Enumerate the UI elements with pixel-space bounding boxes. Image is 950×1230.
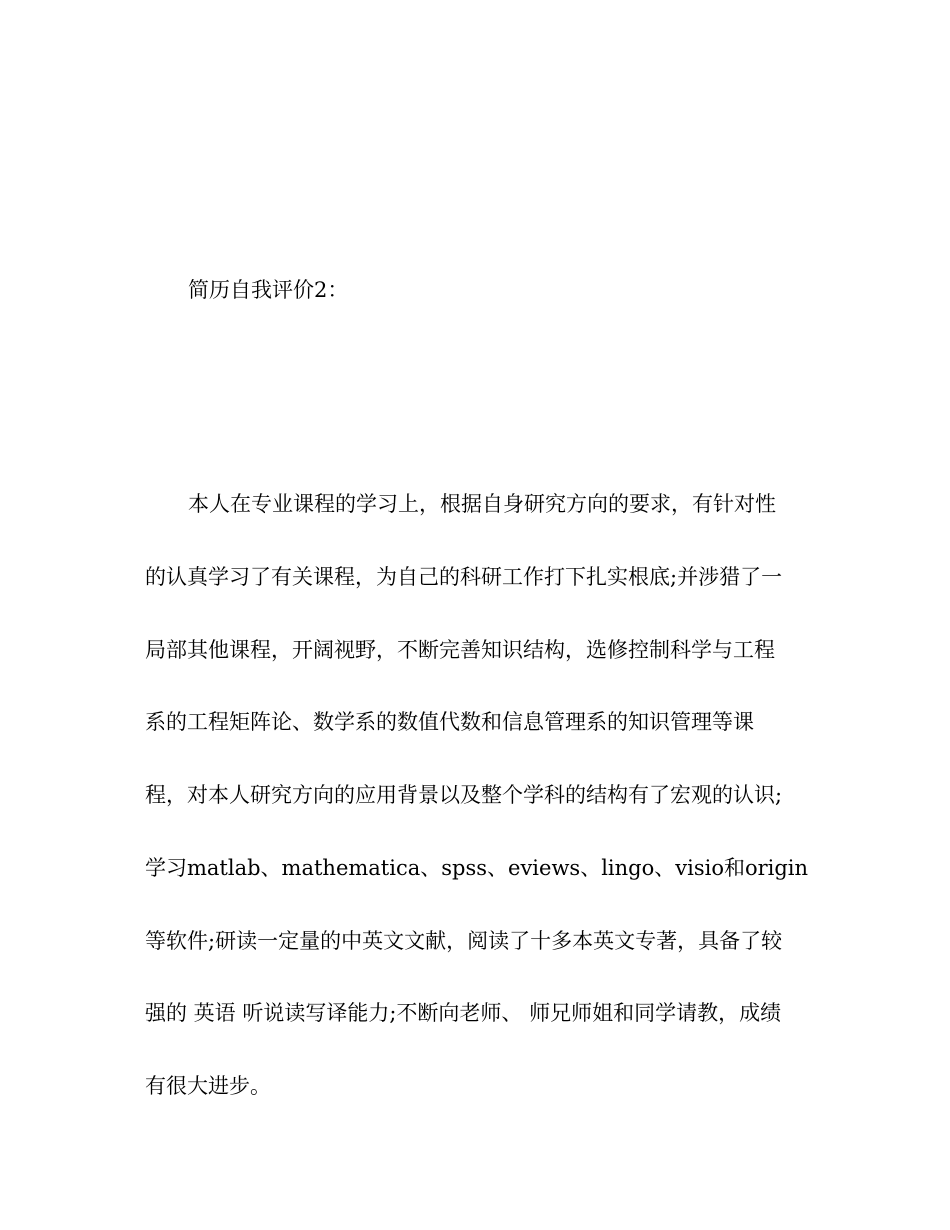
section-heading: 简历自我评价2： xyxy=(188,278,349,302)
paragraph-line: 程，对本人研究方向的应用背景以及整个学科的结构有了宏观的认识; xyxy=(145,783,783,807)
paragraph-line: 学习matlab、mathematica、spss、eviews、lingo、visio和origin xyxy=(145,855,809,880)
paragraph-line: 局部其他课程，开阔视野，不断完善知识结构，选修控制科学与工程 xyxy=(145,637,775,662)
paragraph-line: 强的 英语 听说读写译能力;不断向老师、 师兄师姐和同学请教，成绩 xyxy=(145,1001,782,1026)
self-evaluation-paragraph xyxy=(145,486,815,1141)
paragraph-line: 的认真学习了有关课程，为自己的科研工作打下扎实根底;并涉猎了一 xyxy=(145,564,783,589)
paragraph-line: 系的工程矩阵论、数学系的数值代数和信息管理系的知识管理等课 xyxy=(145,710,754,735)
paragraph-line: 等软件;研读一定量的中英文文献，阅读了十多本英文专著，具备了较 xyxy=(145,928,783,953)
paragraph-line: 本人在专业课程的学习上，根据自身研究方向的要求，有针对性 xyxy=(188,492,776,516)
paragraph-line: 有很大进步。 xyxy=(145,1074,271,1098)
